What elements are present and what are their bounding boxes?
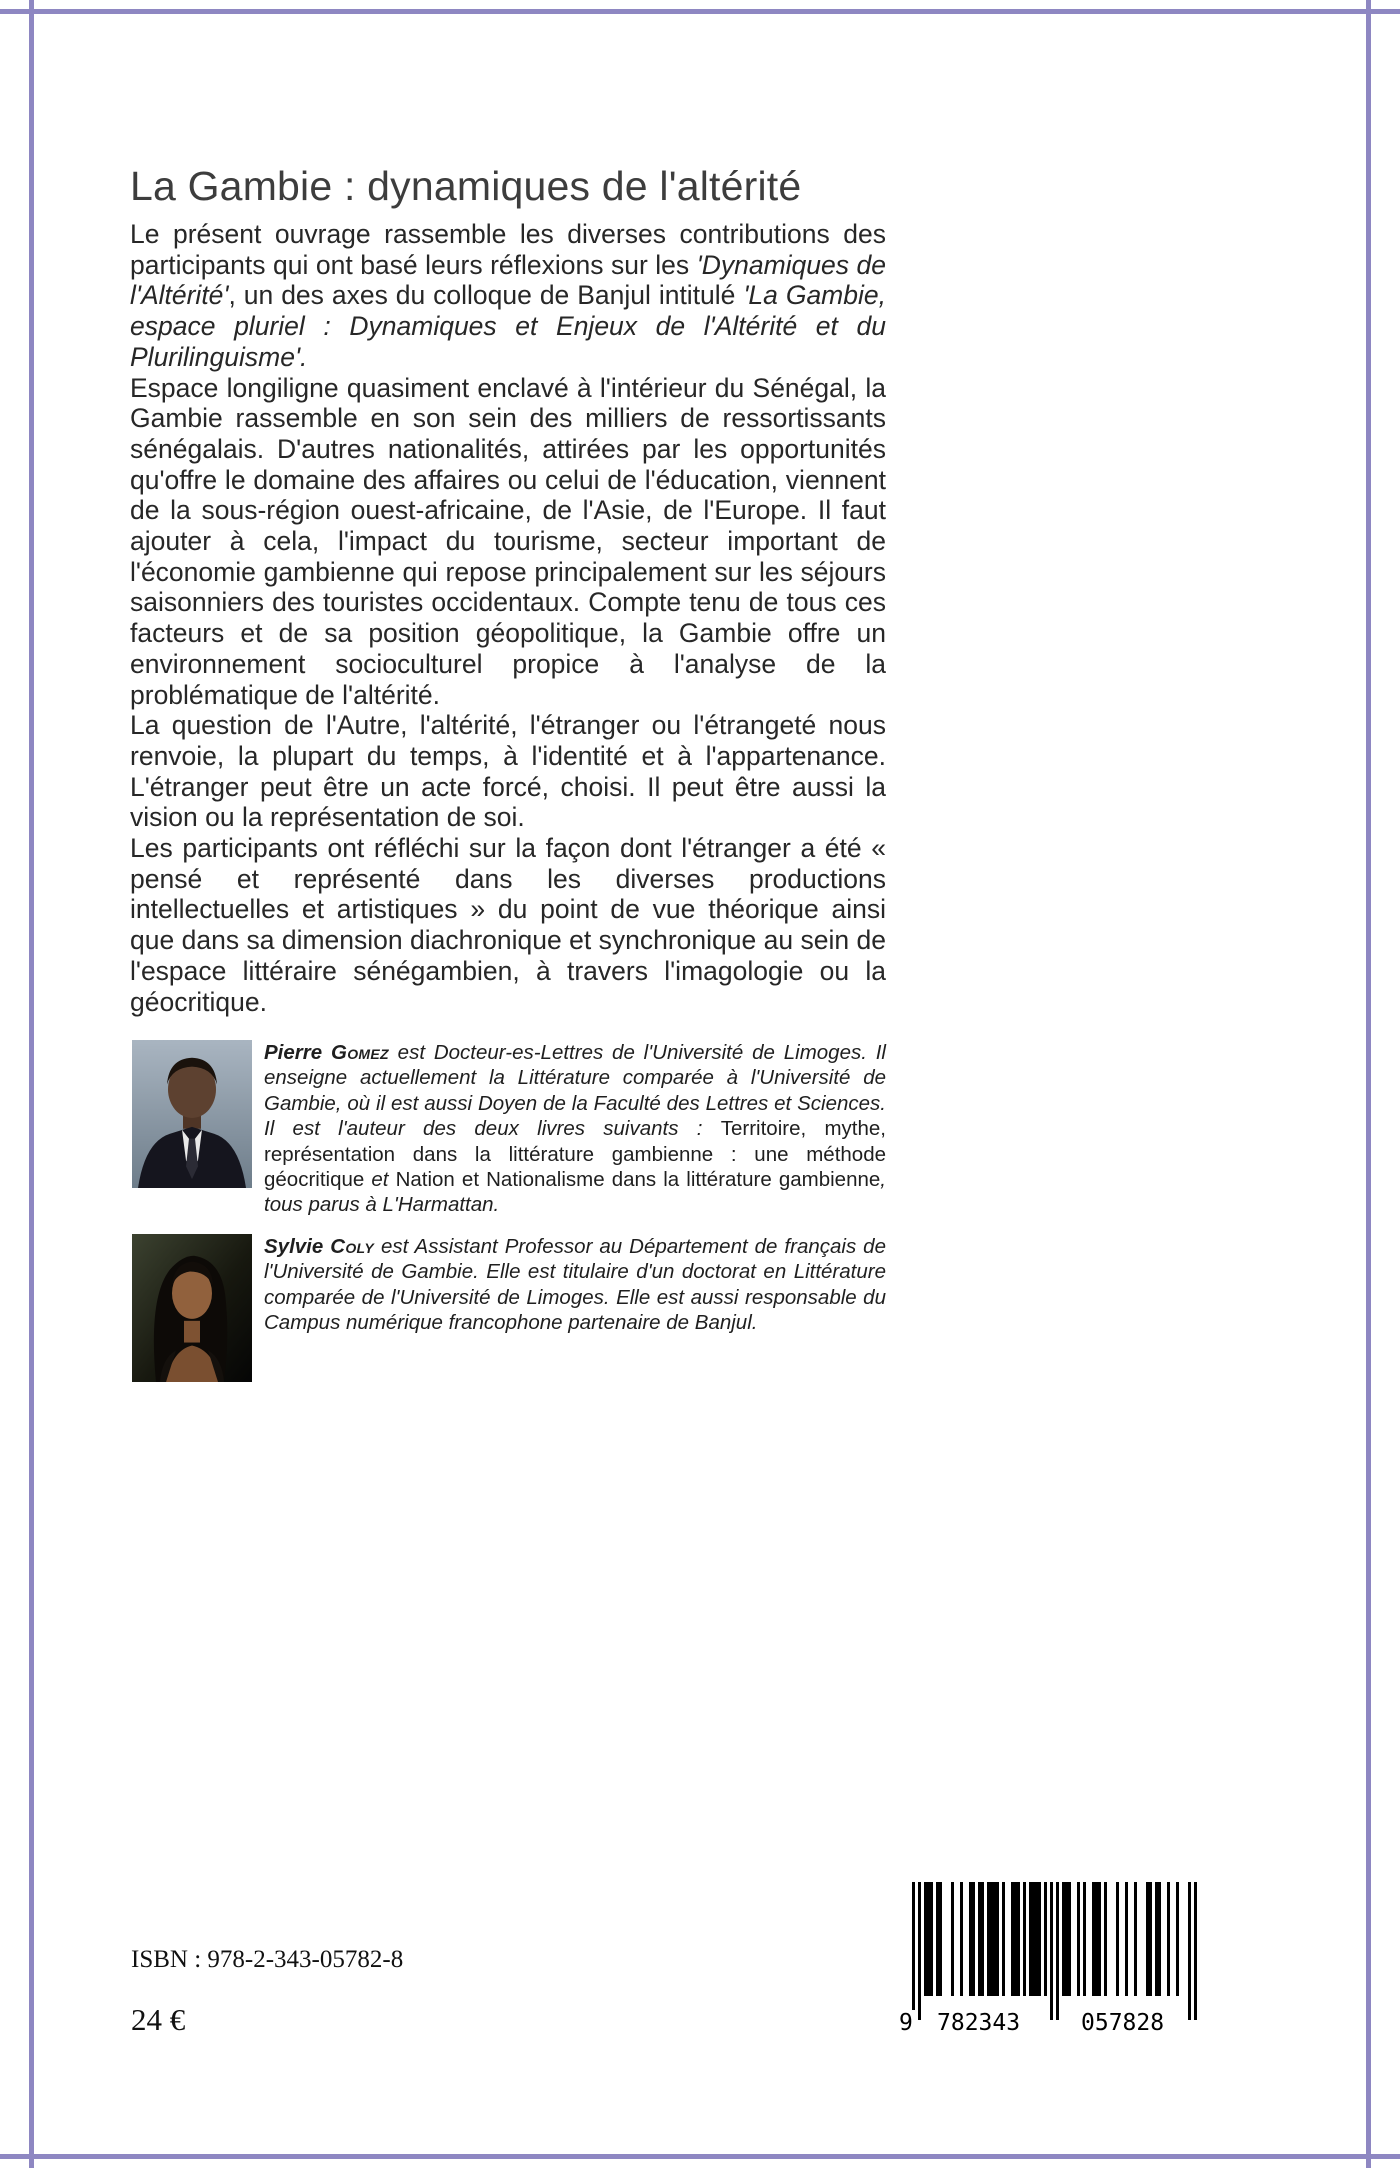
barcode [896, 1876, 1198, 2038]
text-segment: Gomez [330, 1041, 389, 1064]
frame-top-line [0, 9, 1400, 14]
text-segment: Territoire, mythe, représentation dans la littérature gambienne : une méthode géocritique [264, 1117, 886, 1192]
text-segment: Espace longiligne quasiment enclavé à l'intérieur du Sénégal, la Gambie rassemble en son sein des milliers de ressortissants sénégalais. D'autres nationalités, attirées par les opportunités qu'offre le domaine des affaires ou celui de l'éducation, viennent de la sous-région ouest-africaine, de l'Asie, de l'Europe. Il faut ajouter à cela, l'impact du tourisme, secteur important de l'économie gambienne qui repose principalement sur les séjours saisonniers des touristes occidentaux. Compte tenu de tous ces facteurs et de sa position géopolitique, la Gambie offre un environnement socioculturel propice à l'analyse de la problématique de l'altérité. [130, 372, 886, 710]
text-segment: et [364, 1168, 396, 1192]
author-bio-pierre-gomez [264, 1040, 886, 1218]
frame-right-line [1366, 0, 1371, 2168]
text-segment: Sylvie [264, 1234, 331, 1258]
author-photo-sylvie-coly [132, 1234, 252, 1382]
price-text: 24 € [131, 2002, 186, 2037]
page-title: La Gambie : dynamiques de l'altérité [130, 163, 802, 210]
text-segment: Les participants ont réfléchi sur la façon dont l'étranger a été « pensé et représenté dans les diverses productions intellectuelles et artistiques » du point de vue théorique ainsi que dans sa dimension diachronique et synchronique au sein de l'espace littéraire sénégambien, à travers l'imagologie ou la géocritique. [130, 833, 886, 1017]
isbn-text: ISBN : 978-2-343-05782-8 [131, 1946, 404, 1973]
barcode-bar [1194, 1882, 1197, 2020]
frame-bottom-line [0, 2154, 1400, 2159]
body-paragraph [130, 833, 886, 1017]
barcode-digit-group: 057828 [1078, 2010, 1167, 2036]
authors-section [132, 1040, 886, 1398]
text-segment: Le présent ouvrage rassemble les diverses contributions des participants qui ont basé leurs réflexions sur les [130, 219, 886, 280]
body-paragraph [130, 219, 886, 373]
text-segment: Coly [330, 1234, 374, 1258]
text-segment: est Assistant Professor au Département de français de l'Université de Gambie. Elle est titulaire d'un doctorat en Littérature comparée de l'Université de Limoges. Elle est aussi responsable du Campus numérique francophone partenaire de Banjul. [264, 1234, 886, 1335]
frame-left-line [29, 0, 34, 2168]
text-segment: 'Dynamiques de l'Altérité' [130, 249, 886, 311]
barcode-digit-group: 782343 [934, 2010, 1023, 2036]
text-segment: , un des axes du colloque de Banjul intitulé [228, 280, 744, 311]
barcode-digits [896, 2008, 1198, 2036]
text-segment: Pierre [264, 1041, 331, 1064]
body-paragraph [130, 373, 886, 711]
author-photo-pierre-gomez [132, 1040, 252, 1188]
text-segment: est Docteur-es-Lettres de l'Université de Limoges. Il enseigne actuellement la Littérature comparée à l'Université de Gambie, où il est aussi Doyen de la Faculté des Lettres et Sciences. Il est l'auteur des deux livres suivants : [264, 1041, 886, 1141]
body-paragraph [130, 710, 886, 833]
author-row-pierre-gomez [132, 1040, 886, 1218]
author-row-sylvie-coly [132, 1234, 886, 1382]
author-bio-sylvie-coly [264, 1234, 886, 1336]
text-segment: La question de l'Autre, l'altérité, l'étranger ou l'étrangeté nous renvoie, la plupart du temps, à l'identité et à l'appartenance. L'étranger peut être un acte forcé, choisi. Il peut être aussi la vision ou la représentation de soi. [130, 710, 886, 833]
barcode-bars [912, 1882, 1197, 2020]
text-segment: , tous parus à L'Harmattan. [264, 1168, 886, 1217]
text-segment: Nation et Nationalisme dans la littérature gambienne [395, 1168, 881, 1192]
body-text [130, 219, 886, 1017]
barcode-digit-group: 9 [896, 2010, 916, 2036]
text-segment: 'La Gambie, espace pluriel : Dynamiques et Enjeux de l'Altérité et du Plurilinguisme'. [130, 280, 886, 372]
